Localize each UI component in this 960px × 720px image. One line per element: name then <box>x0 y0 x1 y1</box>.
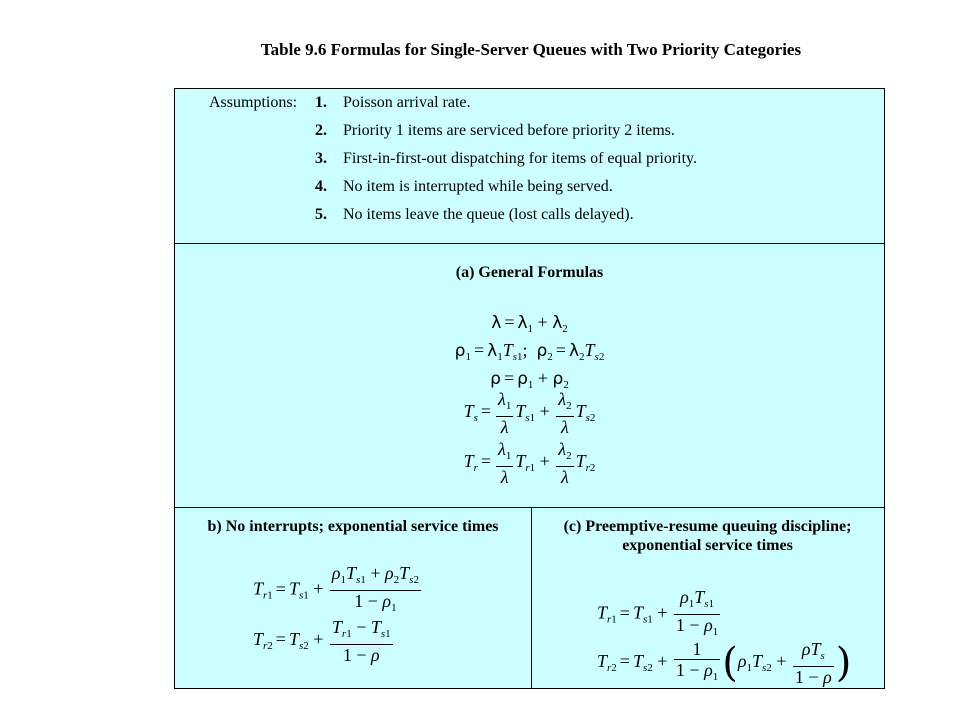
formula-lambda: $\lambda = \lambda_1 + \lambda_2$ <box>491 312 568 335</box>
table-title: Table 9.6 Formulas for Single-Server Queues with Two Priority Categories <box>260 40 802 59</box>
assumption-item: 2. Priority 1 items are serviced before priority 2 items. <box>315 122 675 139</box>
assumptions-section <box>175 89 884 244</box>
preemptive-resume-section <box>531 507 884 688</box>
formula-tr1-preemptive: $T_{r1} = T_{s1}$ + $\frac{\rho_1T_{s1}}{1 - \rho_1}$ <box>597 587 719 638</box>
formula-tr2-no-interrupt: $T_{r2} = T_{s2}$ + $\frac{T_{r1} - T_{s1}}{1 - \rho}$ <box>253 617 391 665</box>
general-formulas-section <box>175 243 884 508</box>
section-c-heading-line1: (c) Preemptive-resume queuing discipline; <box>563 518 852 535</box>
formula-ts: $T_s$ = $\frac{\lambda_1}{\lambda}$ $T_{s1}$ + $\frac{\lambda_2}{\lambda}$ $T_{s2}$ <box>463 389 596 437</box>
section-b-heading: b) No interrupts; exponential service times <box>207 518 499 535</box>
formula-rho-components: $\rho_1 = \lambda_1T_{s1}$; $\rho_2 = \lambda_2T_{s2}$ <box>454 340 605 363</box>
no-interrupts-section <box>175 507 532 688</box>
formula-tr2-preemptive: $T_{r2} = T_{s2}$ + $\frac{1}{1 - \rho_1}$ ($\rho_1T_{s2}$ + $\frac{\rho T_s}{1 - \rho}$ ) <box>597 639 852 687</box>
formula-tr: $T_r$ = $\frac{\lambda_1}{\lambda}$ $T_{r1}$ + $\frac{\lambda_2}{\lambda}$ $T_{r2}$ <box>463 439 596 487</box>
assumptions-label: Assumptions: <box>209 94 298 111</box>
section-c-heading-line2: exponential service times <box>622 537 793 554</box>
formula-rho: $\rho = \rho_1 + \rho_2$ <box>490 368 569 391</box>
formula-tr1-no-interrupt: $T_{r1} = T_{s1}$ + $\frac{\rho_1T_{s1} + \rho_2T_{s2}}{1 - \rho_1}$ <box>253 563 419 614</box>
assumption-item: 4. No item is interrupted while being served. <box>315 178 613 195</box>
assumption-item: 1. Poisson arrival rate. <box>315 94 471 111</box>
assumption-item: 3. First-in-first-out dispatching for items of equal priority. <box>315 150 698 167</box>
formula-table <box>174 88 885 689</box>
general-heading: (a) General Formulas <box>455 264 604 281</box>
assumption-item: 5. No items leave the queue (lost calls delayed). <box>315 206 634 223</box>
